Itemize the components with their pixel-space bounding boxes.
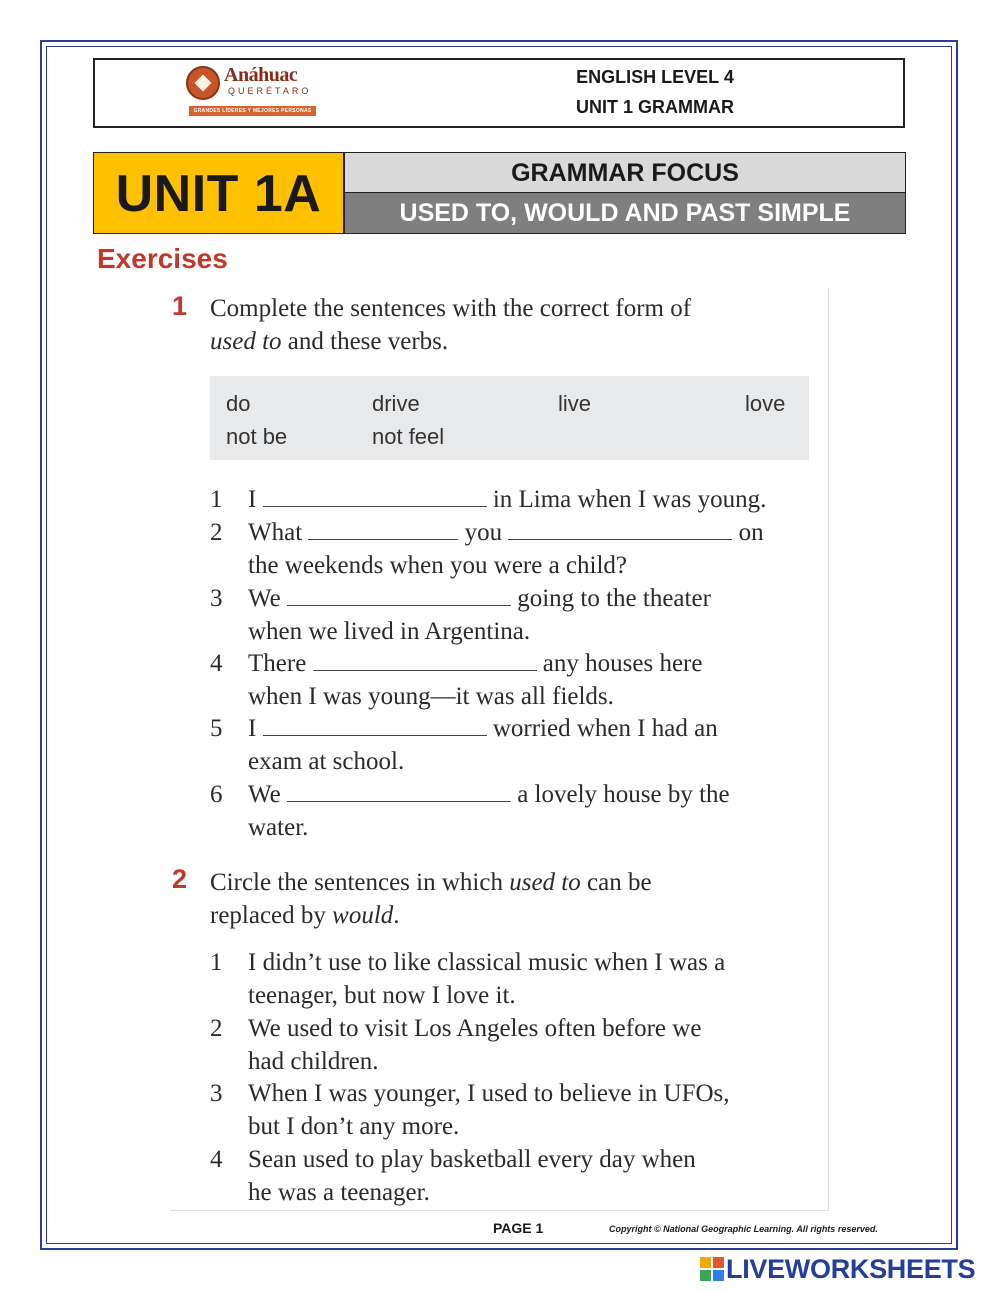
item-text: had children. — [248, 1048, 379, 1075]
anahuac-logo — [186, 64, 316, 120]
item-text: I didn’t use to like classical music when I was a — [248, 949, 726, 976]
answer-blank[interactable] — [313, 648, 537, 671]
instruction-line: Complete the sentences with the correct form of — [210, 295, 692, 322]
item-number: 6 — [210, 781, 223, 808]
grammar-topic-label: USED TO, WOULD AND PAST SIMPLE — [344, 193, 906, 234]
word-bank-item: love — [745, 391, 786, 416]
answer-blank[interactable] — [308, 517, 458, 540]
logo-name: Anáhuac — [224, 64, 298, 86]
item-number: 3 — [210, 585, 223, 612]
item-text: Sean used to play basketball every day when — [248, 1146, 696, 1173]
item-text: in Lima when I was young. — [486, 486, 767, 513]
instruction-text: can be — [580, 869, 652, 896]
item-text: I — [248, 486, 263, 513]
item-text: exam at school. — [248, 748, 405, 775]
instruction-text: Circle the sentences in which — [210, 869, 510, 896]
item-text: the weekends when you were a child? — [248, 552, 628, 579]
item-number: 4 — [210, 1146, 223, 1173]
unit-grammar-title: UNIT 1 GRAMMAR — [576, 97, 734, 117]
item-text: but I don’t any more. — [248, 1113, 460, 1140]
answer-blank[interactable] — [263, 484, 487, 507]
word-bank-item: live — [558, 391, 592, 416]
item-text: worried when I had an — [486, 715, 718, 742]
instruction-text: . — [393, 902, 400, 929]
item-number: 1 — [210, 949, 223, 976]
instruction-text: and these verbs. — [281, 328, 449, 355]
answer-blank[interactable] — [263, 713, 487, 736]
item-text: on — [732, 519, 764, 546]
item-text: We — [248, 585, 287, 612]
item-number: 4 — [210, 650, 223, 677]
item-number: 5 — [210, 715, 223, 742]
instruction-line — [210, 899, 652, 932]
item-text: I — [248, 715, 263, 742]
anahuac-seal-icon — [186, 66, 220, 100]
exercise-1-number: 1 — [172, 291, 188, 321]
answer-blank[interactable] — [287, 583, 511, 606]
instruction-emphasis: used to — [210, 328, 282, 355]
exercise-1-instruction — [210, 292, 691, 358]
item-text: There — [248, 650, 313, 677]
word-bank-item: do — [226, 391, 251, 416]
instruction-emphasis: would — [332, 902, 394, 929]
exercise-2-number: 2 — [172, 864, 188, 894]
word-bank-item: drive — [372, 391, 420, 416]
item-text: We — [248, 781, 287, 808]
level-title: ENGLISH LEVEL 4 — [576, 67, 734, 87]
item-text: When I was younger, I used to believe in UFOs, — [248, 1080, 730, 1107]
item-text: you — [458, 519, 509, 546]
liveworksheets-text: LIVEWORKSHEETS — [726, 1254, 976, 1284]
answer-blank[interactable] — [508, 517, 732, 540]
logo-city: QUERÉTARO — [228, 86, 312, 96]
item-text: he was a teenager. — [248, 1179, 430, 1206]
liveworksheets-grid-icon — [700, 1257, 724, 1281]
word-bank-item: not be — [226, 424, 288, 449]
exercises-heading: Exercises — [97, 243, 228, 274]
page-number: PAGE 1 — [493, 1220, 544, 1236]
item-text: when I was young—it was all fields. — [248, 683, 614, 710]
item-text: We used to visit Los Angeles often before we — [248, 1015, 702, 1042]
grammar-focus-label: GRAMMAR FOCUS — [344, 152, 906, 193]
copyright-notice: Copyright © National Geographic Learning. All rights reserved. — [609, 1224, 878, 1234]
item-number: 3 — [210, 1080, 223, 1107]
item-text: when we lived in Argentina. — [248, 618, 531, 645]
item-number: 2 — [210, 519, 223, 546]
item-text: teenager, but now I love it. — [248, 982, 516, 1009]
book-edge-right — [828, 288, 829, 1210]
item-text: What — [248, 519, 309, 546]
item-text: water. — [248, 814, 309, 841]
item-text: going to the theater — [510, 585, 711, 612]
instruction-line — [210, 866, 652, 899]
instruction-text: replaced by — [210, 902, 333, 929]
instruction-line — [210, 325, 691, 358]
word-bank — [210, 376, 809, 460]
unit-label: UNIT 1A — [93, 152, 344, 234]
word-bank-item: not feel — [372, 424, 445, 449]
item-text: a lovely house by the — [510, 781, 730, 808]
logo-tagline: GRANDES LÍDERES Y MEJORES PERSONAS — [189, 106, 316, 116]
item-text: any houses here — [536, 650, 703, 677]
book-edge-bottom — [170, 1210, 829, 1211]
item-number: 2 — [210, 1015, 223, 1042]
item-number: 1 — [210, 486, 223, 513]
exercise-2-instruction — [210, 866, 652, 932]
answer-blank[interactable] — [287, 779, 511, 802]
instruction-emphasis: used to — [509, 869, 581, 896]
